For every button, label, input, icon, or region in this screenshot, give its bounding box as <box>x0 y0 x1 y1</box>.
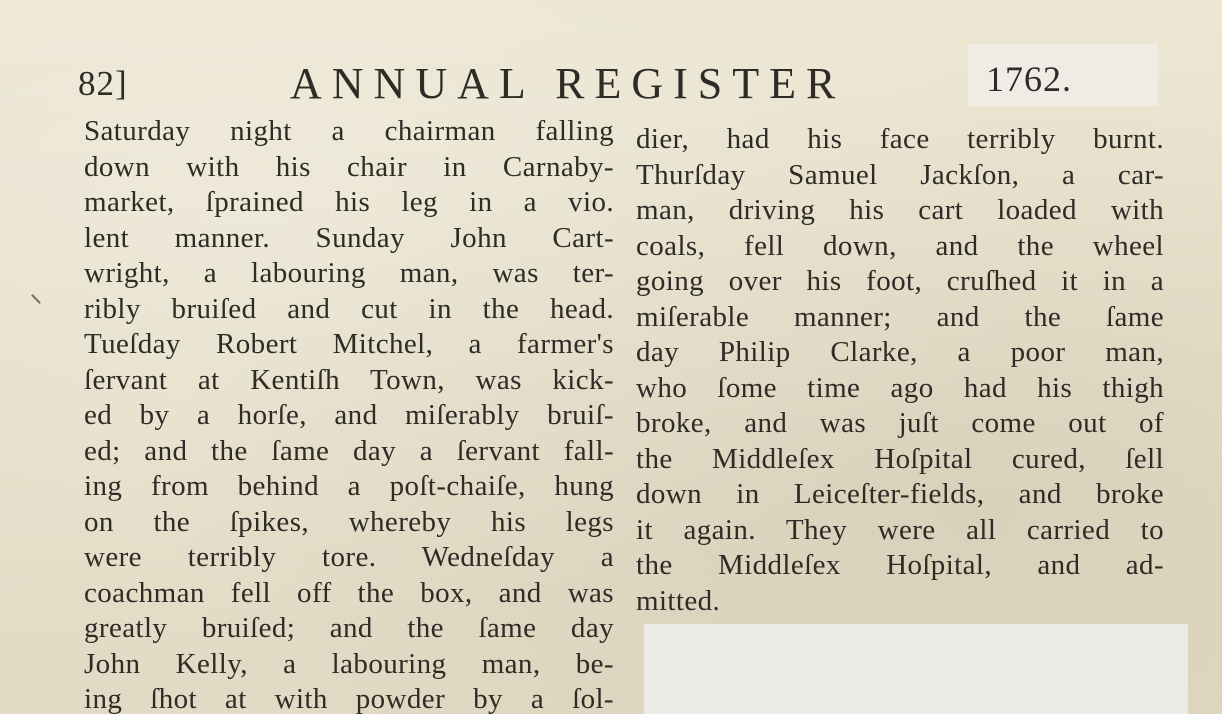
text-line: who ſome time ago had his thigh <box>636 371 1164 404</box>
running-title: ANNUAL REGISTER <box>290 59 846 108</box>
text-line: coachman fell off the box, and was <box>84 576 614 609</box>
text-line: dier, had his face terribly burnt. <box>636 123 1164 155</box>
page-number: 82] <box>78 64 128 103</box>
text-line: Thurſday Samuel Jackſon, a car- <box>636 158 1164 191</box>
text-line: mitted. <box>636 584 721 617</box>
text-line: ſervant at Kentiſh Town, was kick- <box>84 363 614 396</box>
text-line: Saturday night a chairman falling <box>84 115 614 147</box>
text-line: the Middleſex Hoſpital, and ad- <box>636 549 1164 581</box>
text-line: day Philip Clarke, a poor man, <box>636 336 1164 368</box>
text-line: greatly bruiſed; and the ſame day <box>84 612 614 644</box>
text-line: ed by a horſe, and miſerably bruiſ- <box>84 399 614 431</box>
year: 1762. <box>986 59 1072 99</box>
text-line: lent manner. Sunday John Cart- <box>84 221 614 254</box>
margin-mark <box>31 294 41 304</box>
text-line: ing from behind a poſt-chaiſe, hung <box>84 470 614 502</box>
text-line: John Kelly, a labouring man, be- <box>84 647 614 680</box>
text-line: ing ſhot at with powder by a ſol- <box>84 683 614 714</box>
text-line: coals, fell down, and the wheel <box>636 229 1164 262</box>
left-column <box>84 114 614 714</box>
text-line: miſerable manner; and the ſame <box>636 300 1164 333</box>
text-line: down in Leiceſter-fields, and broke <box>636 478 1164 510</box>
text-line: broke, and was juſt come out of <box>636 407 1164 439</box>
text-line: ed; and the ſame day a ſervant fall- <box>84 434 614 467</box>
blank-area <box>644 624 1188 714</box>
text-line: it again. They were all carried to <box>636 513 1164 546</box>
right-column <box>636 122 1164 619</box>
text-line: ribly bruiſed and cut in the head. <box>84 292 614 325</box>
text-line: going over his foot, cruſhed it in a <box>636 265 1164 297</box>
text-line: market, ſprained his leg in a vio. <box>84 186 614 218</box>
text-line: wright, a labouring man, was ter- <box>84 257 614 289</box>
text-line: man, driving his cart loaded with <box>636 194 1164 226</box>
text-line: on the ſpikes, whereby his legs <box>84 505 614 538</box>
text-line: down with his chair in Carnaby- <box>84 150 614 183</box>
text-line: the Middleſex Hoſpital cured, ſell <box>636 442 1164 475</box>
text-line: Tueſday Robert Mitchel, a farmer's <box>84 328 614 360</box>
text-line: were terribly tore. Wedneſday a <box>84 541 614 573</box>
